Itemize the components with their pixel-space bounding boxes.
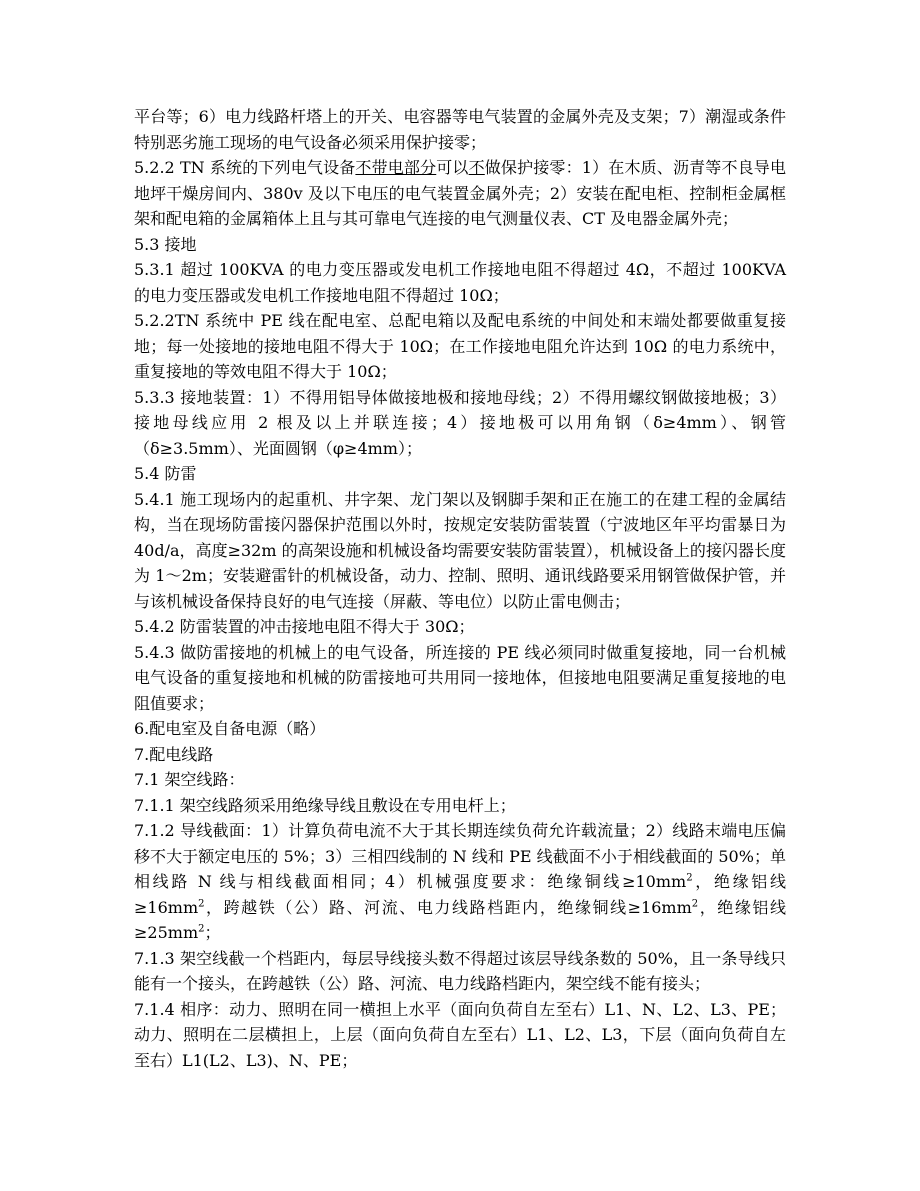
- paragraph: 5.4.2 防雷装置的冲击接地电阻不得大于 30Ω；: [134, 617, 475, 636]
- paragraph: 平台等；6）电力线路杆塔上的开关、电容器等电气装置的金属外壳及支架；7）潮湿或条件特别恶劣施工现场的电气设备必须采用保护接零；: [134, 107, 786, 152]
- superscript: 2: [198, 898, 205, 910]
- superscript: 2: [686, 872, 693, 884]
- superscript: 2: [691, 898, 699, 910]
- underlined-text: 不带电部分: [355, 158, 437, 177]
- paragraph: 5.2.2TN 系统中 PE 线在配电室、总配电箱以及配电系统的中间处和末端处都要做重复接地；每一处接地的接地电阻不得大于 10Ω；在工作接地电阻允许达到 10Ω 的电力系统中，重复接地的等效电阻不得大于 10Ω；: [134, 311, 786, 381]
- paragraph: 5.3.1 超过 100KVA 的电力变压器或发电机工作接地电阻不得超过 4Ω，不超过 100KVA 的电力变压器或发电机工作接地电阻不得超过 10Ω；: [134, 260, 786, 305]
- section-heading: 6.配电室及自备电源（略）: [134, 719, 326, 738]
- section-heading: 5.3 接地: [134, 234, 197, 254]
- paragraph: [134, 818, 786, 946]
- text-run: ，绝缘铝线≥25mm: [134, 897, 786, 942]
- superscript: 2: [198, 923, 205, 935]
- section-heading: 7.配电线路: [134, 744, 214, 764]
- paragraph: 5.4.3 做防雷接地的机械上的电气设备，所连接的 PE 线必须同时做重复接地，同一台机械电气设备的重复接地和机械的防雷接地可共用同一接地体，但接地电阻要满足重复接地的电阻值要求；: [134, 642, 786, 713]
- paragraph: [134, 155, 786, 232]
- paragraph: 7.1.1 架空线路须采用绝缘导线且敷设在专用电杆上；: [134, 795, 516, 815]
- text-run: ，跨越铁（公）路、河流、电力线路档距内，绝缘铜线≥16mm: [204, 897, 692, 917]
- text-run: ，绝缘铝线≥16mm: [134, 872, 786, 917]
- paragraph: 7.1.4 相序：动力、照明在同一横担上水平（面向负荷自左至右）L1、N、L2、L3、PE；动力、照明在二层横担上，上层（面向负荷自左至右）L1、L2、L3，下层（面向负荷自左至右）L1(L2、L3)、N、PE；: [134, 999, 786, 1070]
- document-body: [134, 104, 786, 1073]
- section-heading: 5.4 防雷: [134, 464, 197, 483]
- text-run: 7.1.2 导线截面：1）计算负荷电流不大于其长期连续负荷允许载流量；2）线路末端电压偏移不大于额定电压的 5%；3）三相四线制的 N 线和 PE 线截面不小于相线截面的 50%；单相线路 N 线与相线截面相同；4）机械强度要求：绝缘铜线≥10mm: [134, 821, 786, 891]
- paragraph: 5.3.3 接地装置：1）不得用铝导体做接地极和接地母线；2）不得用螺纹钢做接地极；3）接地母线应用 2 根及以上并联连接；4）接地极可以用角钢（δ≥4mm）、钢管（δ≥3.5mm）、光面圆钢（φ≥4mm）；: [134, 387, 786, 458]
- text-run: 可以: [436, 158, 469, 177]
- paragraph: 7.1.3 架空线截一个档距内，每层导线接头数不得超过该层导线条数的 50%，且一条导线只能有一个接头，在跨越铁（公）路、河流、电力线路档距内，架空线不能有接头；: [134, 948, 786, 993]
- text-run: 做保护接零：1）在木质、沥青等不良导电地坪干燥房间内、380v 及以下电压的电气装置金属外壳；2）安装在配电柜、控制柜金属框架和配电箱的金属箱体上且与其可靠电气连接的电气测量仪表、CT 及电器金属外壳；: [134, 158, 786, 228]
- text-run: ；: [204, 923, 221, 942]
- section-heading: 7.1 架空线路：: [134, 770, 245, 789]
- underlined-text: 不: [468, 158, 485, 177]
- paragraph: 5.4.1 施工现场内的起重机、井字架、龙门架以及钢脚手架和正在施工的在建工程的金属结构，当在现场防雷接闪器保护范围以外时，按规定安装防雷装置（宁波地区年平均雷暴日为 40d/a，高度≥32m 的高架设施和机械设备均需要安装防雷装置），机械设备上的接闪器长度为 1～2m；安装避雷针的机械设备，动力、控制、照明、通讯线路要采用钢管做保护管，并与该机械设备保持良好的电气连接（屏蔽、等电位）以防止雷电侧击；: [134, 489, 786, 611]
- text-run: 5.2.2 TN 系统的下列电气设备: [134, 158, 356, 177]
